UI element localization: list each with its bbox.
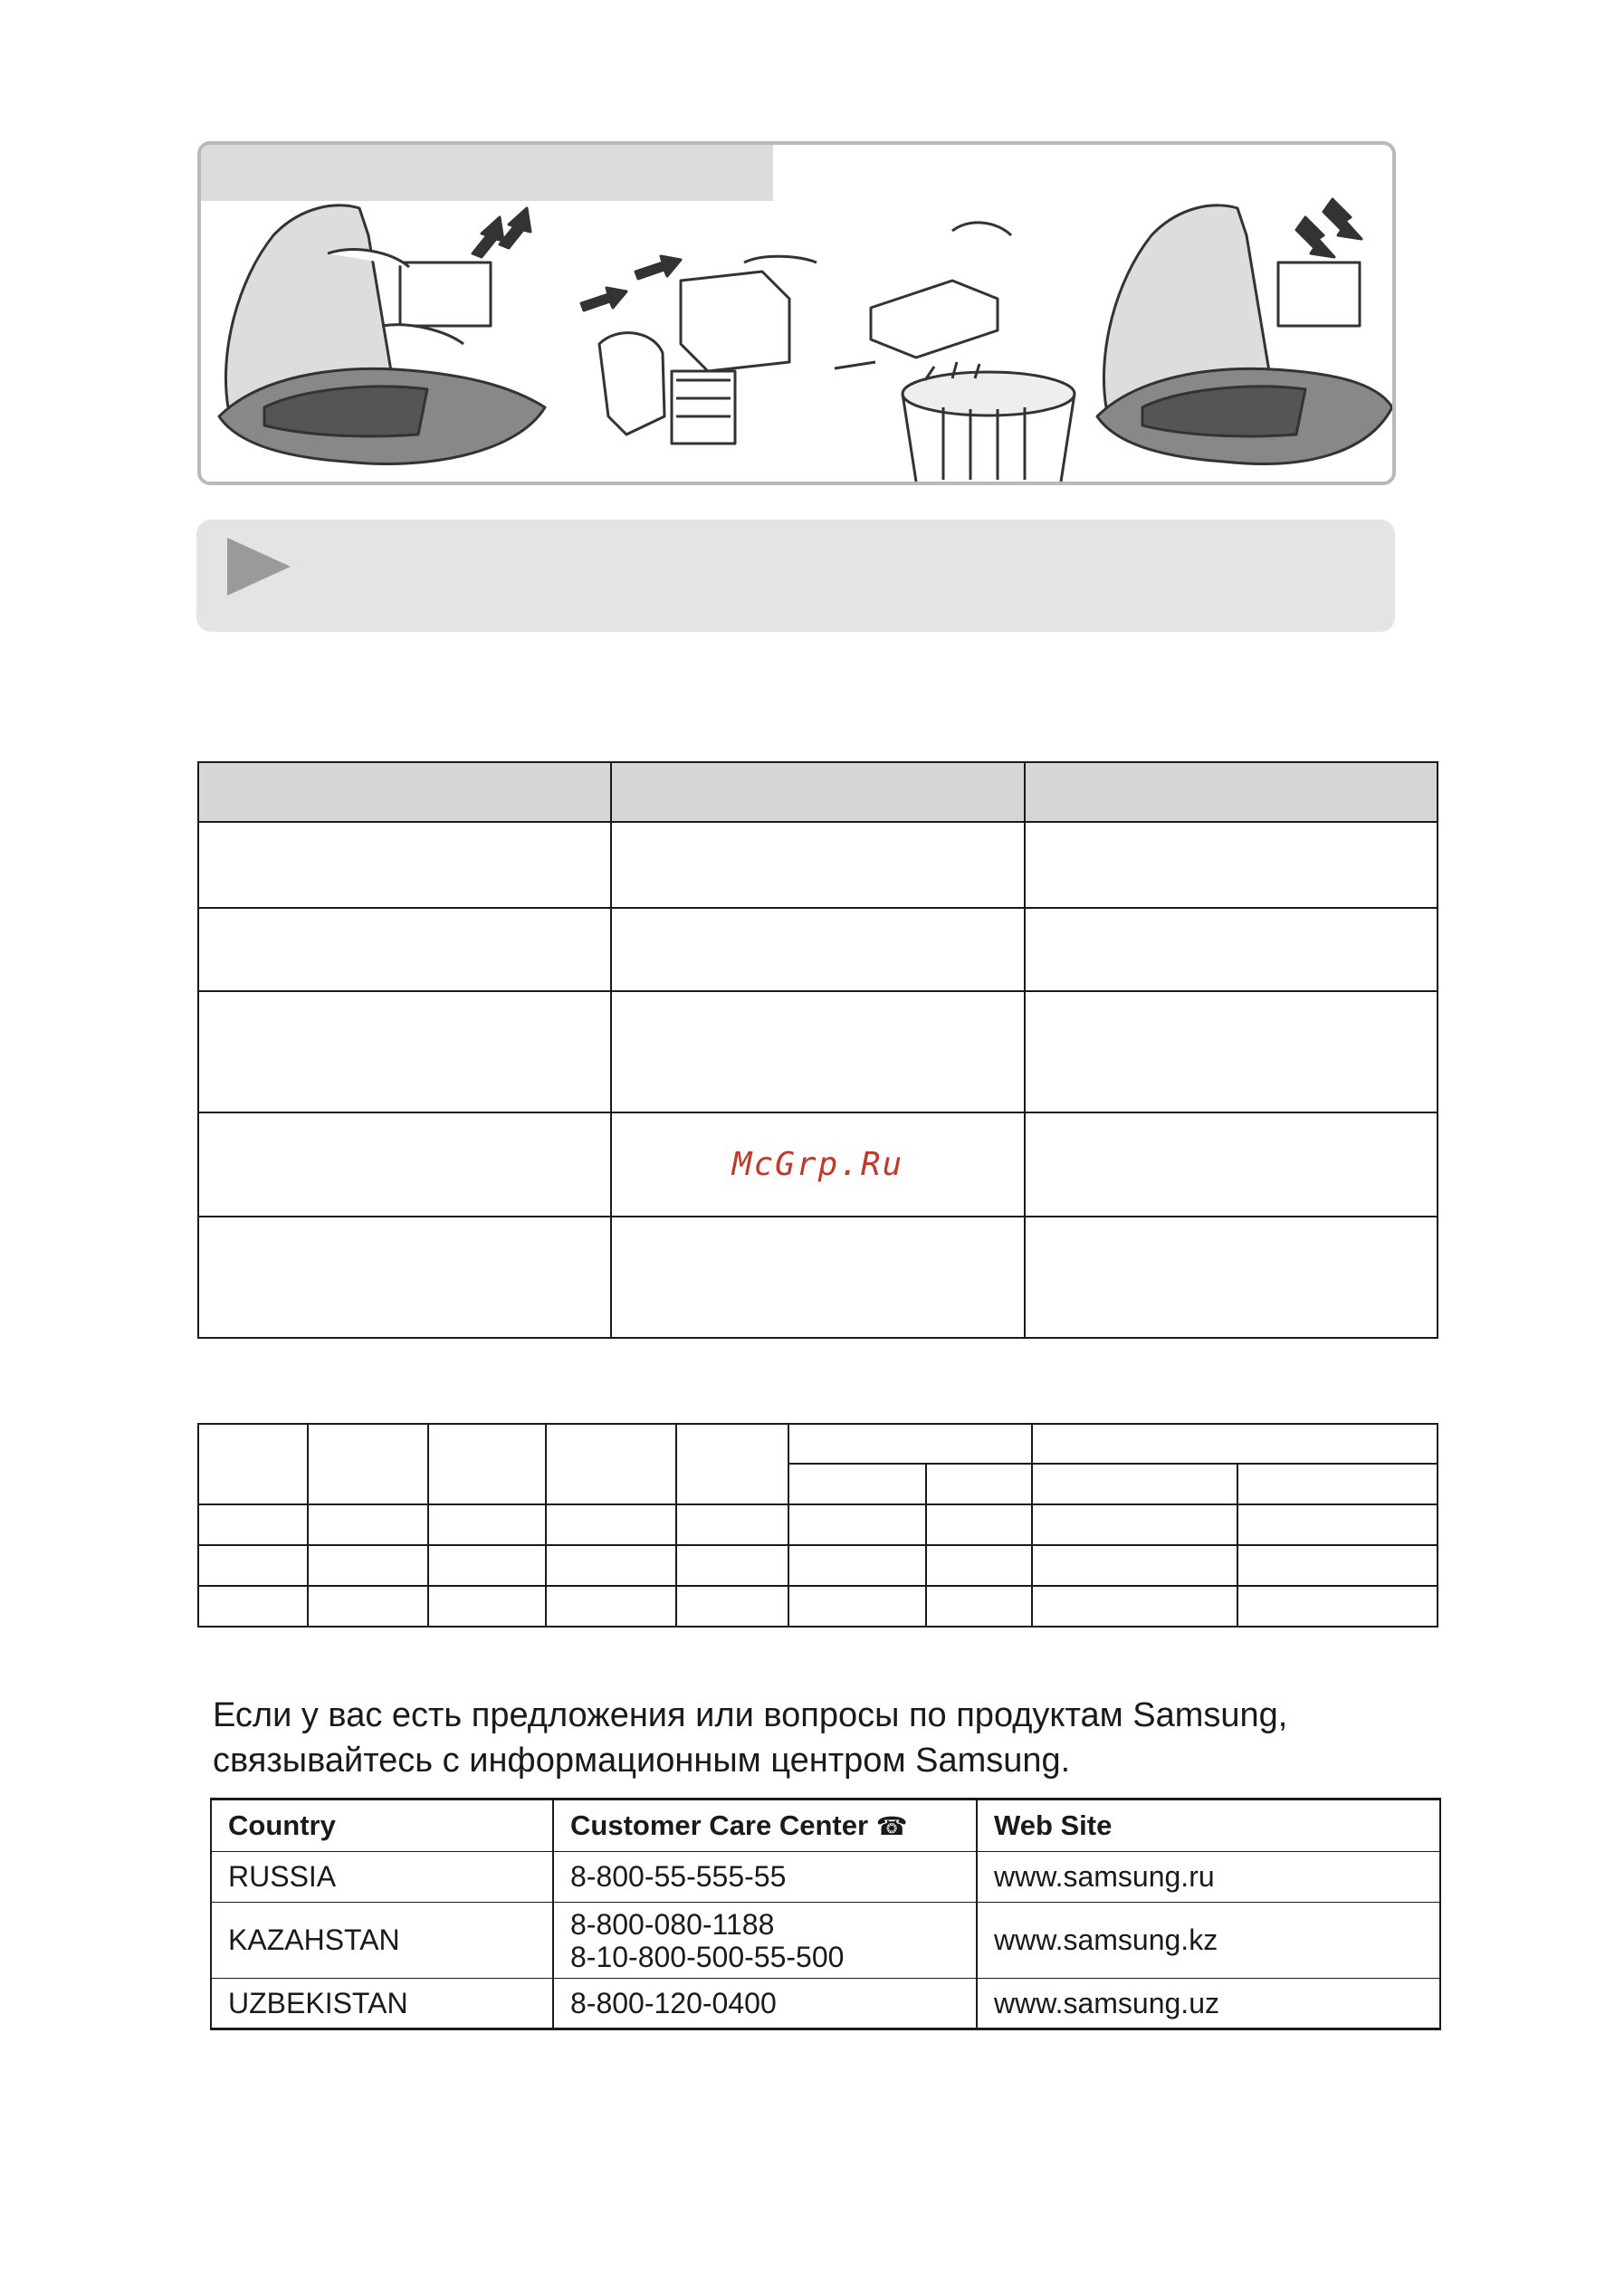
spec-cell (546, 1586, 676, 1627)
contact-header-row (211, 1799, 1440, 1852)
spec-cell (1032, 1504, 1237, 1545)
phone-cell (553, 1903, 977, 1979)
play-triangle-icon (218, 530, 300, 603)
spec-cell (198, 1504, 308, 1545)
contact-row (211, 1852, 1440, 1903)
step3-trash-bin-illustration (835, 223, 1075, 482)
parts-cell (1025, 1217, 1438, 1338)
spec-cell (546, 1504, 676, 1545)
spec-cell (788, 1545, 926, 1586)
parts-cell (1025, 822, 1438, 908)
spec-cell (676, 1586, 788, 1627)
parts-cell (611, 991, 1025, 1112)
spec-cell (676, 1504, 788, 1545)
country-cell: RUSSIA (211, 1852, 553, 1903)
spec-cell (1032, 1424, 1438, 1464)
spec-cell (1032, 1464, 1237, 1504)
spec-cell (926, 1504, 1032, 1545)
parts-cell (198, 908, 611, 991)
spec-cell (926, 1464, 1032, 1504)
parts-table (197, 761, 1438, 1339)
country-cell: KAZAHSTAN (211, 1903, 553, 1979)
parts-table-row (198, 908, 1438, 991)
contact-row (211, 1979, 1440, 2029)
note-box (196, 520, 1395, 632)
spec-cell (546, 1545, 676, 1586)
parts-cell (198, 1217, 611, 1338)
spec-cell (198, 1545, 308, 1586)
spec-cell (308, 1504, 427, 1545)
phone-number: 8-800-080-1188 (570, 1907, 775, 1941)
parts-cell (1025, 991, 1438, 1112)
filter-replacement-steps-illustration (201, 145, 1392, 482)
parts-cell (198, 1112, 611, 1217)
spec-cell (926, 1545, 1032, 1586)
website-link[interactable]: www.samsung.uz (977, 1979, 1440, 2029)
spec-cell (676, 1424, 788, 1504)
care-center-column-header (553, 1799, 977, 1852)
parts-cell (198, 822, 611, 908)
parts-cell (198, 991, 611, 1112)
spec-cell (308, 1545, 427, 1586)
parts-cell (1025, 1112, 1438, 1217)
spec-cell (1237, 1586, 1438, 1627)
spec-cell (676, 1545, 788, 1586)
spec-cell (1237, 1545, 1438, 1586)
spec-cell (198, 1586, 308, 1627)
website-link[interactable]: www.samsung.ru (977, 1852, 1440, 1903)
parts-table-header-row (198, 762, 1438, 822)
parts-table-row (198, 1112, 1438, 1217)
step1-vacuum-illustration (219, 205, 545, 464)
parts-cell (611, 822, 1025, 908)
phone-number: 8-10-800-500-55-500 (570, 1940, 845, 1973)
phone-icon: ☎ (875, 1811, 908, 1841)
step4-vacuum-illustration (1097, 199, 1392, 464)
spec-row (198, 1545, 1438, 1586)
spec-cell (788, 1586, 926, 1627)
parts-header-cell (611, 762, 1025, 822)
phone-cell: 8-800-55-555-55 (553, 1852, 977, 1903)
country-cell: UZBEKISTAN (211, 1979, 553, 2029)
watermark: McGrp.Ru (731, 1146, 904, 1183)
care-center-label: Customer Care Center (570, 1809, 869, 1841)
spec-cell (926, 1586, 1032, 1627)
spec-cell (1032, 1545, 1237, 1586)
spec-cell (308, 1424, 427, 1504)
contact-intro-line: Если у вас есть предложения или вопросы по продуктам Samsung, (213, 1696, 1288, 1734)
spec-cell (788, 1424, 1033, 1464)
spec-cell (788, 1464, 926, 1504)
website-link[interactable]: www.samsung.kz (977, 1903, 1440, 1979)
spec-cell (788, 1504, 926, 1545)
filter-replacement-illustration-panel (197, 141, 1396, 485)
spec-cell (1237, 1464, 1438, 1504)
spec-cell (198, 1424, 308, 1504)
spec-cell (1032, 1586, 1237, 1627)
spec-header-row (198, 1424, 1438, 1464)
web-site-column-header: Web Site (977, 1799, 1440, 1852)
parts-header-cell (1025, 762, 1438, 822)
spec-cell (428, 1586, 546, 1627)
contact-intro-line: связывайтесь с информационным центром Samsung. (213, 1742, 1071, 1780)
phone-cell: 8-800-120-0400 (553, 1979, 977, 2029)
spec-cell (546, 1424, 676, 1504)
spec-cell (428, 1504, 546, 1545)
step2-filter-separated-illustration (581, 256, 817, 444)
contact-intro-text (213, 1693, 1480, 1783)
contact-row (211, 1903, 1440, 1979)
spec-row (198, 1504, 1438, 1545)
parts-table-row (198, 991, 1438, 1112)
parts-cell (611, 908, 1025, 991)
parts-header-cell (198, 762, 611, 822)
spec-row (198, 1586, 1438, 1627)
country-column-header: Country (211, 1799, 553, 1852)
parts-cell (611, 1112, 1025, 1217)
specification-table (197, 1423, 1438, 1628)
parts-table-row (198, 1217, 1438, 1338)
spec-cell (428, 1545, 546, 1586)
customer-care-table (210, 1798, 1441, 2030)
parts-cell (1025, 908, 1438, 991)
parts-table-row (198, 822, 1438, 908)
spec-cell (428, 1424, 546, 1504)
spec-cell (308, 1586, 427, 1627)
parts-cell (611, 1217, 1025, 1338)
spec-cell (1237, 1504, 1438, 1545)
